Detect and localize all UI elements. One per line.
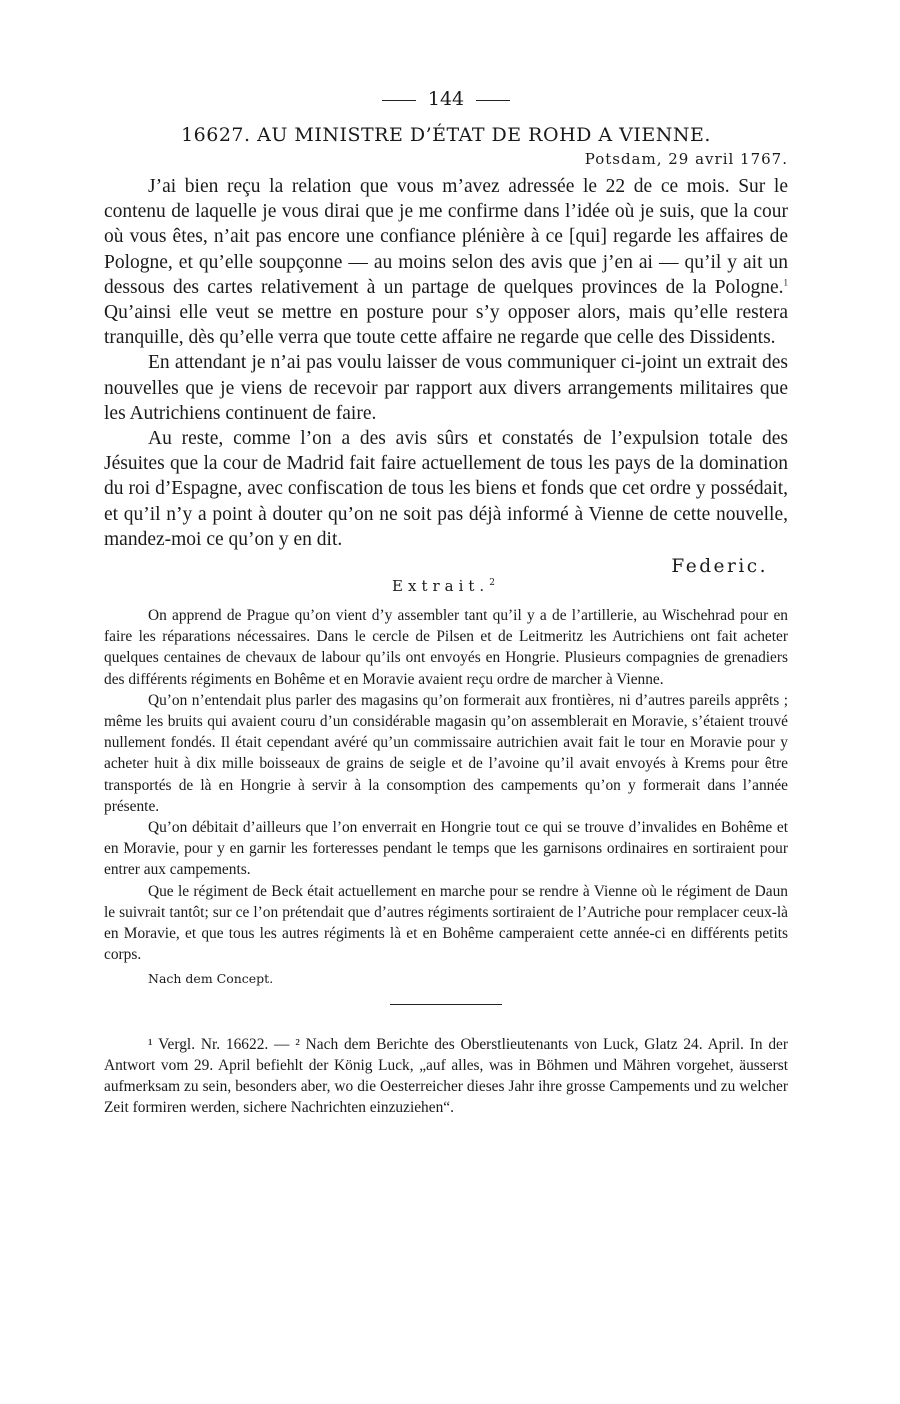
dateline: Potsdam, 29 avril 1767. bbox=[584, 150, 788, 168]
letter-paragraph-1-text: J’ai bien reçu la relation que vous m’avez adressée le 22 de ce mois. Sur le contenu de laquelle je vous dirai que je me confirme dans l’idée où je suis, que la cour où vous êtes, n’ait pas encore une confiance plénière à ce [qui] regarde les affaires de Pologne, et qu’elle soupçonne — au moins selon des avis que j’en ai — qu’il y ait un dessous des cartes relativement à un partage de quelques provinces de la Pologne. bbox=[104, 176, 788, 298]
footnote-marker-2: 2 bbox=[489, 578, 500, 589]
extract-paragraph-4: Que le régiment de Beck était actuellement en marche pour se rendre à Vienne où le régiment de Daun le suivrait tantôt; sur ce l’on prétendait que d’autres régiments sortiraient de l’Autriche pour remplacer ceux-là en Moravie, et que tous les autres régiments là et en Bohême camperaient cette année-ci en différents petits corps. bbox=[104, 882, 788, 964]
extract-paragraph-2: Qu’on n’entendait plus parler des magasins qu’on formerait aux frontières, ni d’autres pareils apprêts ; même les bruits qui avaient couru d’un considérable magasin qu’on assemblerait en Moravie, s’étaient trouvé nullement fondés. Il était cependant avéré qu’un commissaire autrichien avait fait le tour en Moravie pour y acheter huit à dix mille boisseaux de grains de seigle et de l’avoine qu’il avait envoyés à Krems pour être transportés de là en Hongrie à servir à la consomption des campements qu’on y formerait dans l’année présente. bbox=[104, 691, 788, 815]
extract-title bbox=[104, 577, 788, 595]
letter-heading: 16627. AU MINISTRE D’ÉTAT DE ROHD A VIENNE. bbox=[181, 124, 711, 146]
page-number-dash-left bbox=[382, 100, 416, 101]
footnote-marker-1: 1 bbox=[783, 277, 788, 288]
footnotes bbox=[104, 1034, 788, 1119]
footnote-text: ¹ Vergl. Nr. 16622. — ² Nach dem Berichte des Oberstlieutenants von Luck, Glatz 24. April. In der Antwort vom 29. April befiehlt der König Luck, „auf alles, was in Böhmen und Mähren vorgehet, äusserst aufmerksam zu sein, besonders aber, wo die Oesterreicher dieses Jahr ihre grosse Campements und zu welcher Zeit formiren werden, sichere Nachrichten einzuziehen“. bbox=[104, 1035, 788, 1117]
extract-paragraph-1: On apprend de Prague qu’on vient d’y assembler tant qu’il y a de l’artillerie, au Wischehrad pour en faire les réparations nécessaires. Dans le cercle de Pilsen et de Leitmeritz les Autrichiens ont fait acheter quelques centaines de chevaux de labour qu’ils ont envoyés en Hongrie. Plusieurs compagnies de grenadiers des différents régiments en Bohême et en Moravie avaient reçu ordre de marcher à Vienne. bbox=[104, 607, 788, 688]
signature: Federic. bbox=[671, 556, 768, 578]
extract-paragraph-3: Qu’on débitait d’ailleurs que l’on enverrait en Hongrie tout ce qui se trouve d’invalides en Bohême et en Moravie, pour y en garnir les forteresses pendant le temps que les garnisons ordinaires en sortiraient pour entrer aux campements. bbox=[104, 819, 788, 879]
document-page bbox=[104, 84, 788, 1118]
source-note: Nach dem Concept. bbox=[148, 970, 274, 986]
page-number-dash-right bbox=[476, 100, 510, 101]
letter-paragraph-1-continued: Qu’ainsi elle veut se mettre en posture pour s’y opposer alors, mais qu’elle restera tranquille, dès qu’elle verra que toute cette affaire ne regarde que celle des Dissidents. bbox=[104, 302, 788, 349]
page-number-value: 144 bbox=[427, 88, 465, 110]
extract-body bbox=[104, 605, 788, 965]
letter-body bbox=[104, 174, 788, 552]
footnote-separator bbox=[390, 1004, 502, 1005]
letter-paragraph-3: Au reste, comme l’on a des avis sûrs et constatés de l’expulsion totale des Jésuites que la cour de Madrid fait faire actuellement de tous les pays de la domination du roi d’Espagne, avec confiscation de tous les biens et fonds que cet ordre y possédait, et qu’il n’y a point à douter qu’on ne soit pas déjà informé à Vienne de cette nouvelle, mandez-moi ce qu’on y en dit. bbox=[104, 428, 788, 550]
page-number bbox=[104, 84, 788, 114]
letter-paragraph-1 bbox=[104, 174, 788, 350]
letter-paragraph-2: En attendant je n’ai pas voulu laisser de vous communiquer ci-joint un extrait des nouvelles que je viens de recevoir par rapport aux divers arrangements militaires que les Autrichiens continuent de faire. bbox=[104, 352, 788, 424]
extract-title-text: Extrait. bbox=[392, 577, 490, 596]
